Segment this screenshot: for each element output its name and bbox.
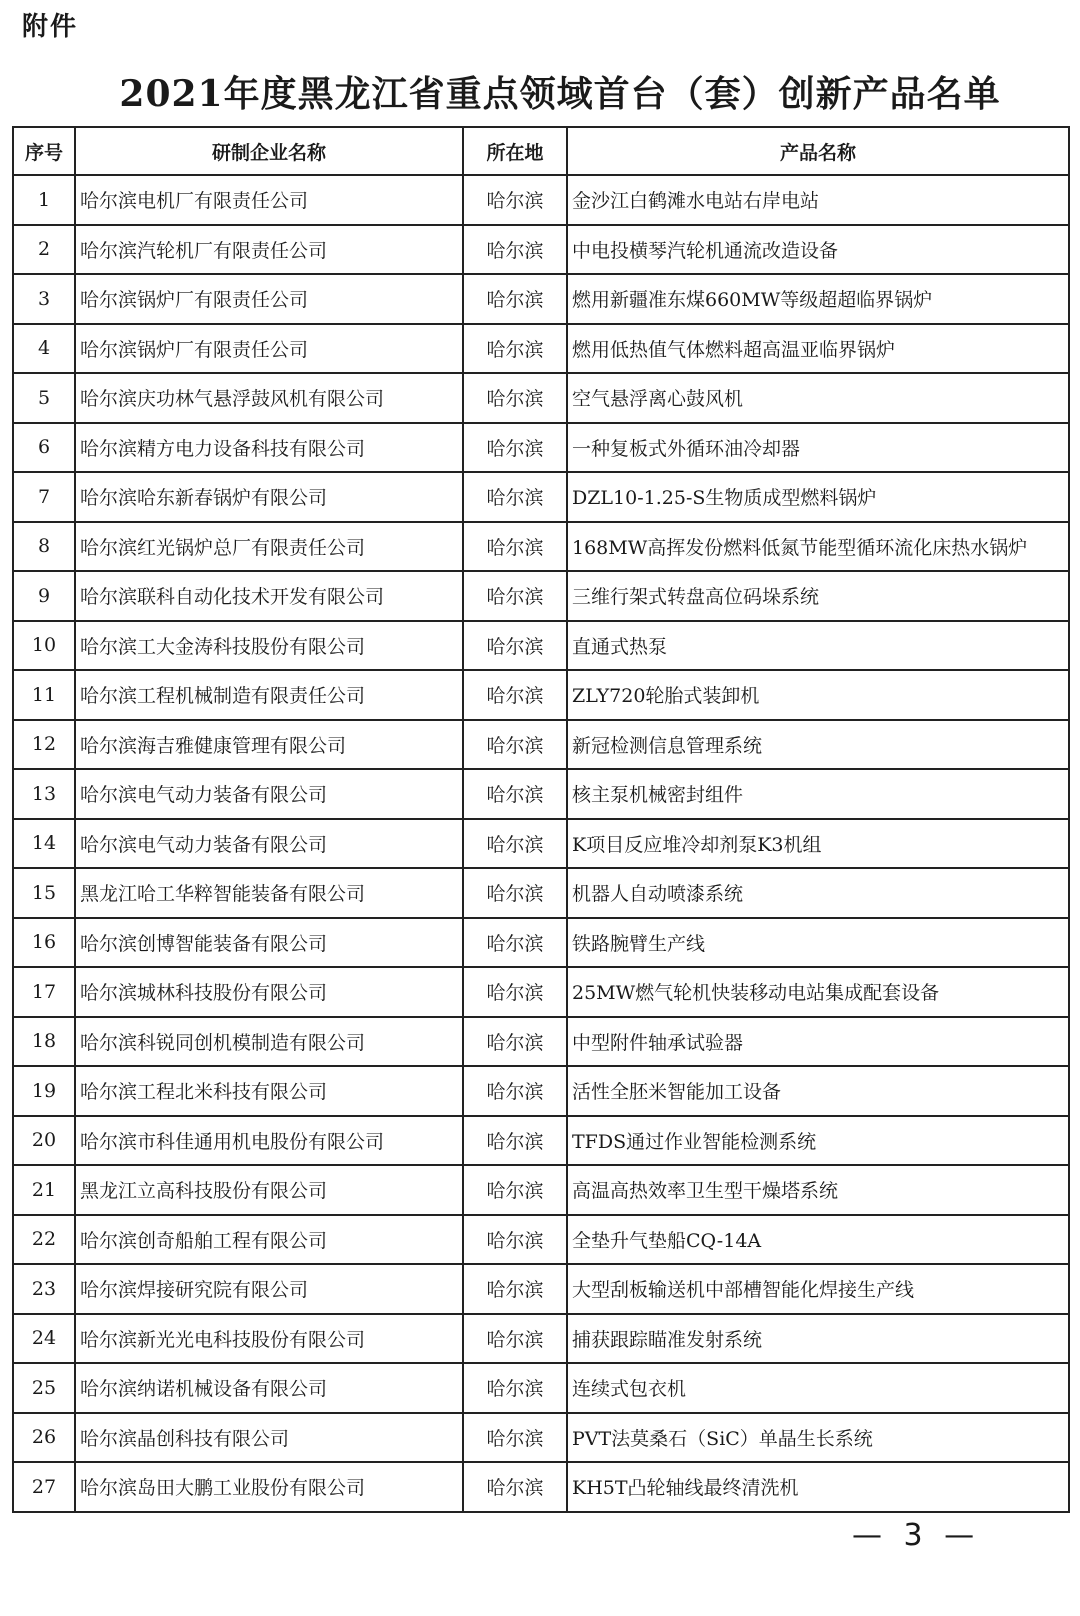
row-index: 27 [13,1462,75,1512]
row-location: 哈尔滨 [463,324,567,374]
row-company: 黑龙江哈工华粹智能装备有限公司 [75,868,463,918]
table-row [13,324,1069,374]
table-row [13,670,1069,720]
row-company: 哈尔滨创博智能装备有限公司 [75,918,463,968]
row-company: 哈尔滨精方电力设备科技有限公司 [75,423,463,473]
row-index: 20 [13,1116,75,1166]
product-list-table-container [12,126,1068,1513]
row-product: 中电投横琴汽轮机通流改造设备 [567,225,1069,275]
row-company: 哈尔滨城林科技股份有限公司 [75,967,463,1017]
row-product: DZL10-1.25-S生物质成型燃料锅炉 [567,472,1069,522]
row-location: 哈尔滨 [463,720,567,770]
table-row [13,1314,1069,1364]
table-row [13,225,1069,275]
row-location: 哈尔滨 [463,1017,567,1067]
row-company: 黑龙江立高科技股份有限公司 [75,1165,463,1215]
row-location: 哈尔滨 [463,1314,567,1364]
row-product: 大型刮板输送机中部槽智能化焊接生产线 [567,1264,1069,1314]
row-index: 15 [13,868,75,918]
table-row [13,522,1069,572]
row-product: 全垫升气垫船CQ-14A [567,1215,1069,1265]
table-row [13,868,1069,918]
header-index: 序号 [13,127,75,175]
table-row [13,274,1069,324]
table-row [13,1363,1069,1413]
product-list-table [12,126,1070,1513]
row-product: 燃用新疆准东煤660MW等级超超临界锅炉 [567,274,1069,324]
table-row [13,472,1069,522]
table-row [13,1413,1069,1463]
row-location: 哈尔滨 [463,1363,567,1413]
row-index: 4 [13,324,75,374]
table-row [13,720,1069,770]
row-location: 哈尔滨 [463,1215,567,1265]
row-company: 哈尔滨红光锅炉总厂有限责任公司 [75,522,463,572]
row-index: 8 [13,522,75,572]
document-title: 2021年度黑龙江省重点领域首台（套）创新产品名单 [119,73,1001,115]
row-product: TFDS通过作业智能检测系统 [567,1116,1069,1166]
table-row [13,918,1069,968]
row-product: 核主泵机械密封组件 [567,769,1069,819]
row-location: 哈尔滨 [463,1165,567,1215]
row-location: 哈尔滨 [463,274,567,324]
row-product: 中型附件轴承试验器 [567,1017,1069,1067]
row-location: 哈尔滨 [463,621,567,671]
row-product: 连续式包衣机 [567,1363,1069,1413]
table-row [13,1215,1069,1265]
page-number: — 3 — [852,1518,981,1553]
table-body [13,175,1069,1512]
row-index: 18 [13,1017,75,1067]
row-index: 2 [13,225,75,275]
row-index: 11 [13,670,75,720]
table-row [13,1116,1069,1166]
row-index: 3 [13,274,75,324]
row-location: 哈尔滨 [463,472,567,522]
row-location: 哈尔滨 [463,868,567,918]
row-product: 一种复板式外循环油冷却器 [567,423,1069,473]
table-row [13,1165,1069,1215]
row-index: 7 [13,472,75,522]
row-index: 23 [13,1264,75,1314]
row-location: 哈尔滨 [463,670,567,720]
row-product: K项目反应堆冷却剂泵K3机组 [567,819,1069,869]
attachment-label: 附件 [22,12,79,42]
row-index: 9 [13,571,75,621]
row-product: 168MW高挥发份燃料低氮节能型循环流化床热水锅炉 [567,522,1069,572]
row-index: 26 [13,1413,75,1463]
row-product: KH5T凸轮轴线最终清洗机 [567,1462,1069,1512]
row-index: 24 [13,1314,75,1364]
row-company: 哈尔滨汽轮机厂有限责任公司 [75,225,463,275]
row-product: 25MW燃气轮机快装移动电站集成配套设备 [567,967,1069,1017]
table-row [13,967,1069,1017]
row-index: 10 [13,621,75,671]
row-index: 19 [13,1066,75,1116]
table-header-row [13,127,1069,175]
row-index: 6 [13,423,75,473]
header-product: 产品名称 [567,127,1069,175]
row-company: 哈尔滨创奇船舶工程有限公司 [75,1215,463,1265]
row-product: 高温高热效率卫生型干燥塔系统 [567,1165,1069,1215]
row-location: 哈尔滨 [463,423,567,473]
row-company: 哈尔滨工程北米科技有限公司 [75,1066,463,1116]
row-company: 哈尔滨工大金涛科技股份有限公司 [75,621,463,671]
row-product: 机器人自动喷漆系统 [567,868,1069,918]
row-company: 哈尔滨电气动力装备有限公司 [75,819,463,869]
row-product: 新冠检测信息管理系统 [567,720,1069,770]
row-product: 三维行架式转盘高位码垛系统 [567,571,1069,621]
row-product: 捕获跟踪瞄准发射系统 [567,1314,1069,1364]
row-company: 哈尔滨锅炉厂有限责任公司 [75,324,463,374]
row-index: 13 [13,769,75,819]
row-index: 1 [13,175,75,225]
row-product: 空气悬浮离心鼓风机 [567,373,1069,423]
row-index: 17 [13,967,75,1017]
table-row [13,769,1069,819]
row-location: 哈尔滨 [463,1116,567,1166]
row-index: 25 [13,1363,75,1413]
row-company: 哈尔滨锅炉厂有限责任公司 [75,274,463,324]
table-row [13,621,1069,671]
row-company: 哈尔滨庆功林气悬浮鼓风机有限公司 [75,373,463,423]
table-row [13,819,1069,869]
row-product: 金沙江白鹤滩水电站右岸电站 [567,175,1069,225]
row-product: 活性全胚米智能加工设备 [567,1066,1069,1116]
row-location: 哈尔滨 [463,175,567,225]
row-location: 哈尔滨 [463,819,567,869]
row-index: 12 [13,720,75,770]
row-company: 哈尔滨市科佳通用机电股份有限公司 [75,1116,463,1166]
row-product: 铁路腕臂生产线 [567,918,1069,968]
row-company: 哈尔滨工程机械制造有限责任公司 [75,670,463,720]
row-product: ZLY720轮胎式装卸机 [567,670,1069,720]
row-index: 22 [13,1215,75,1265]
row-location: 哈尔滨 [463,918,567,968]
row-company: 哈尔滨联科自动化技术开发有限公司 [75,571,463,621]
table-row [13,1264,1069,1314]
row-company: 哈尔滨哈东新春锅炉有限公司 [75,472,463,522]
row-company: 哈尔滨海吉雅健康管理有限公司 [75,720,463,770]
row-company: 哈尔滨焊接研究院有限公司 [75,1264,463,1314]
row-location: 哈尔滨 [463,373,567,423]
table-row [13,571,1069,621]
row-company: 哈尔滨岛田大鹏工业股份有限公司 [75,1462,463,1512]
row-company: 哈尔滨晶创科技有限公司 [75,1413,463,1463]
table-row [13,1462,1069,1512]
row-product: 燃用低热值气体燃料超高温亚临界锅炉 [567,324,1069,374]
row-product: 直通式热泵 [567,621,1069,671]
table-row [13,1066,1069,1116]
table-row [13,373,1069,423]
row-company: 哈尔滨纳诺机械设备有限公司 [75,1363,463,1413]
table-row [13,1017,1069,1067]
table-row [13,423,1069,473]
row-location: 哈尔滨 [463,1413,567,1463]
row-company: 哈尔滨新光光电科技股份有限公司 [75,1314,463,1364]
row-location: 哈尔滨 [463,522,567,572]
row-company: 哈尔滨电气动力装备有限公司 [75,769,463,819]
row-company: 哈尔滨电机厂有限责任公司 [75,175,463,225]
row-index: 16 [13,918,75,968]
row-index: 5 [13,373,75,423]
row-location: 哈尔滨 [463,1462,567,1512]
row-index: 14 [13,819,75,869]
header-location: 所在地 [463,127,567,175]
row-location: 哈尔滨 [463,1264,567,1314]
row-company: 哈尔滨科锐同创机模制造有限公司 [75,1017,463,1067]
row-index: 21 [13,1165,75,1215]
row-location: 哈尔滨 [463,967,567,1017]
row-location: 哈尔滨 [463,225,567,275]
table-row [13,175,1069,225]
row-location: 哈尔滨 [463,1066,567,1116]
row-product: PVT法莫桑石（SiC）单晶生长系统 [567,1413,1069,1463]
row-location: 哈尔滨 [463,769,567,819]
header-company: 研制企业名称 [75,127,463,175]
row-location: 哈尔滨 [463,571,567,621]
